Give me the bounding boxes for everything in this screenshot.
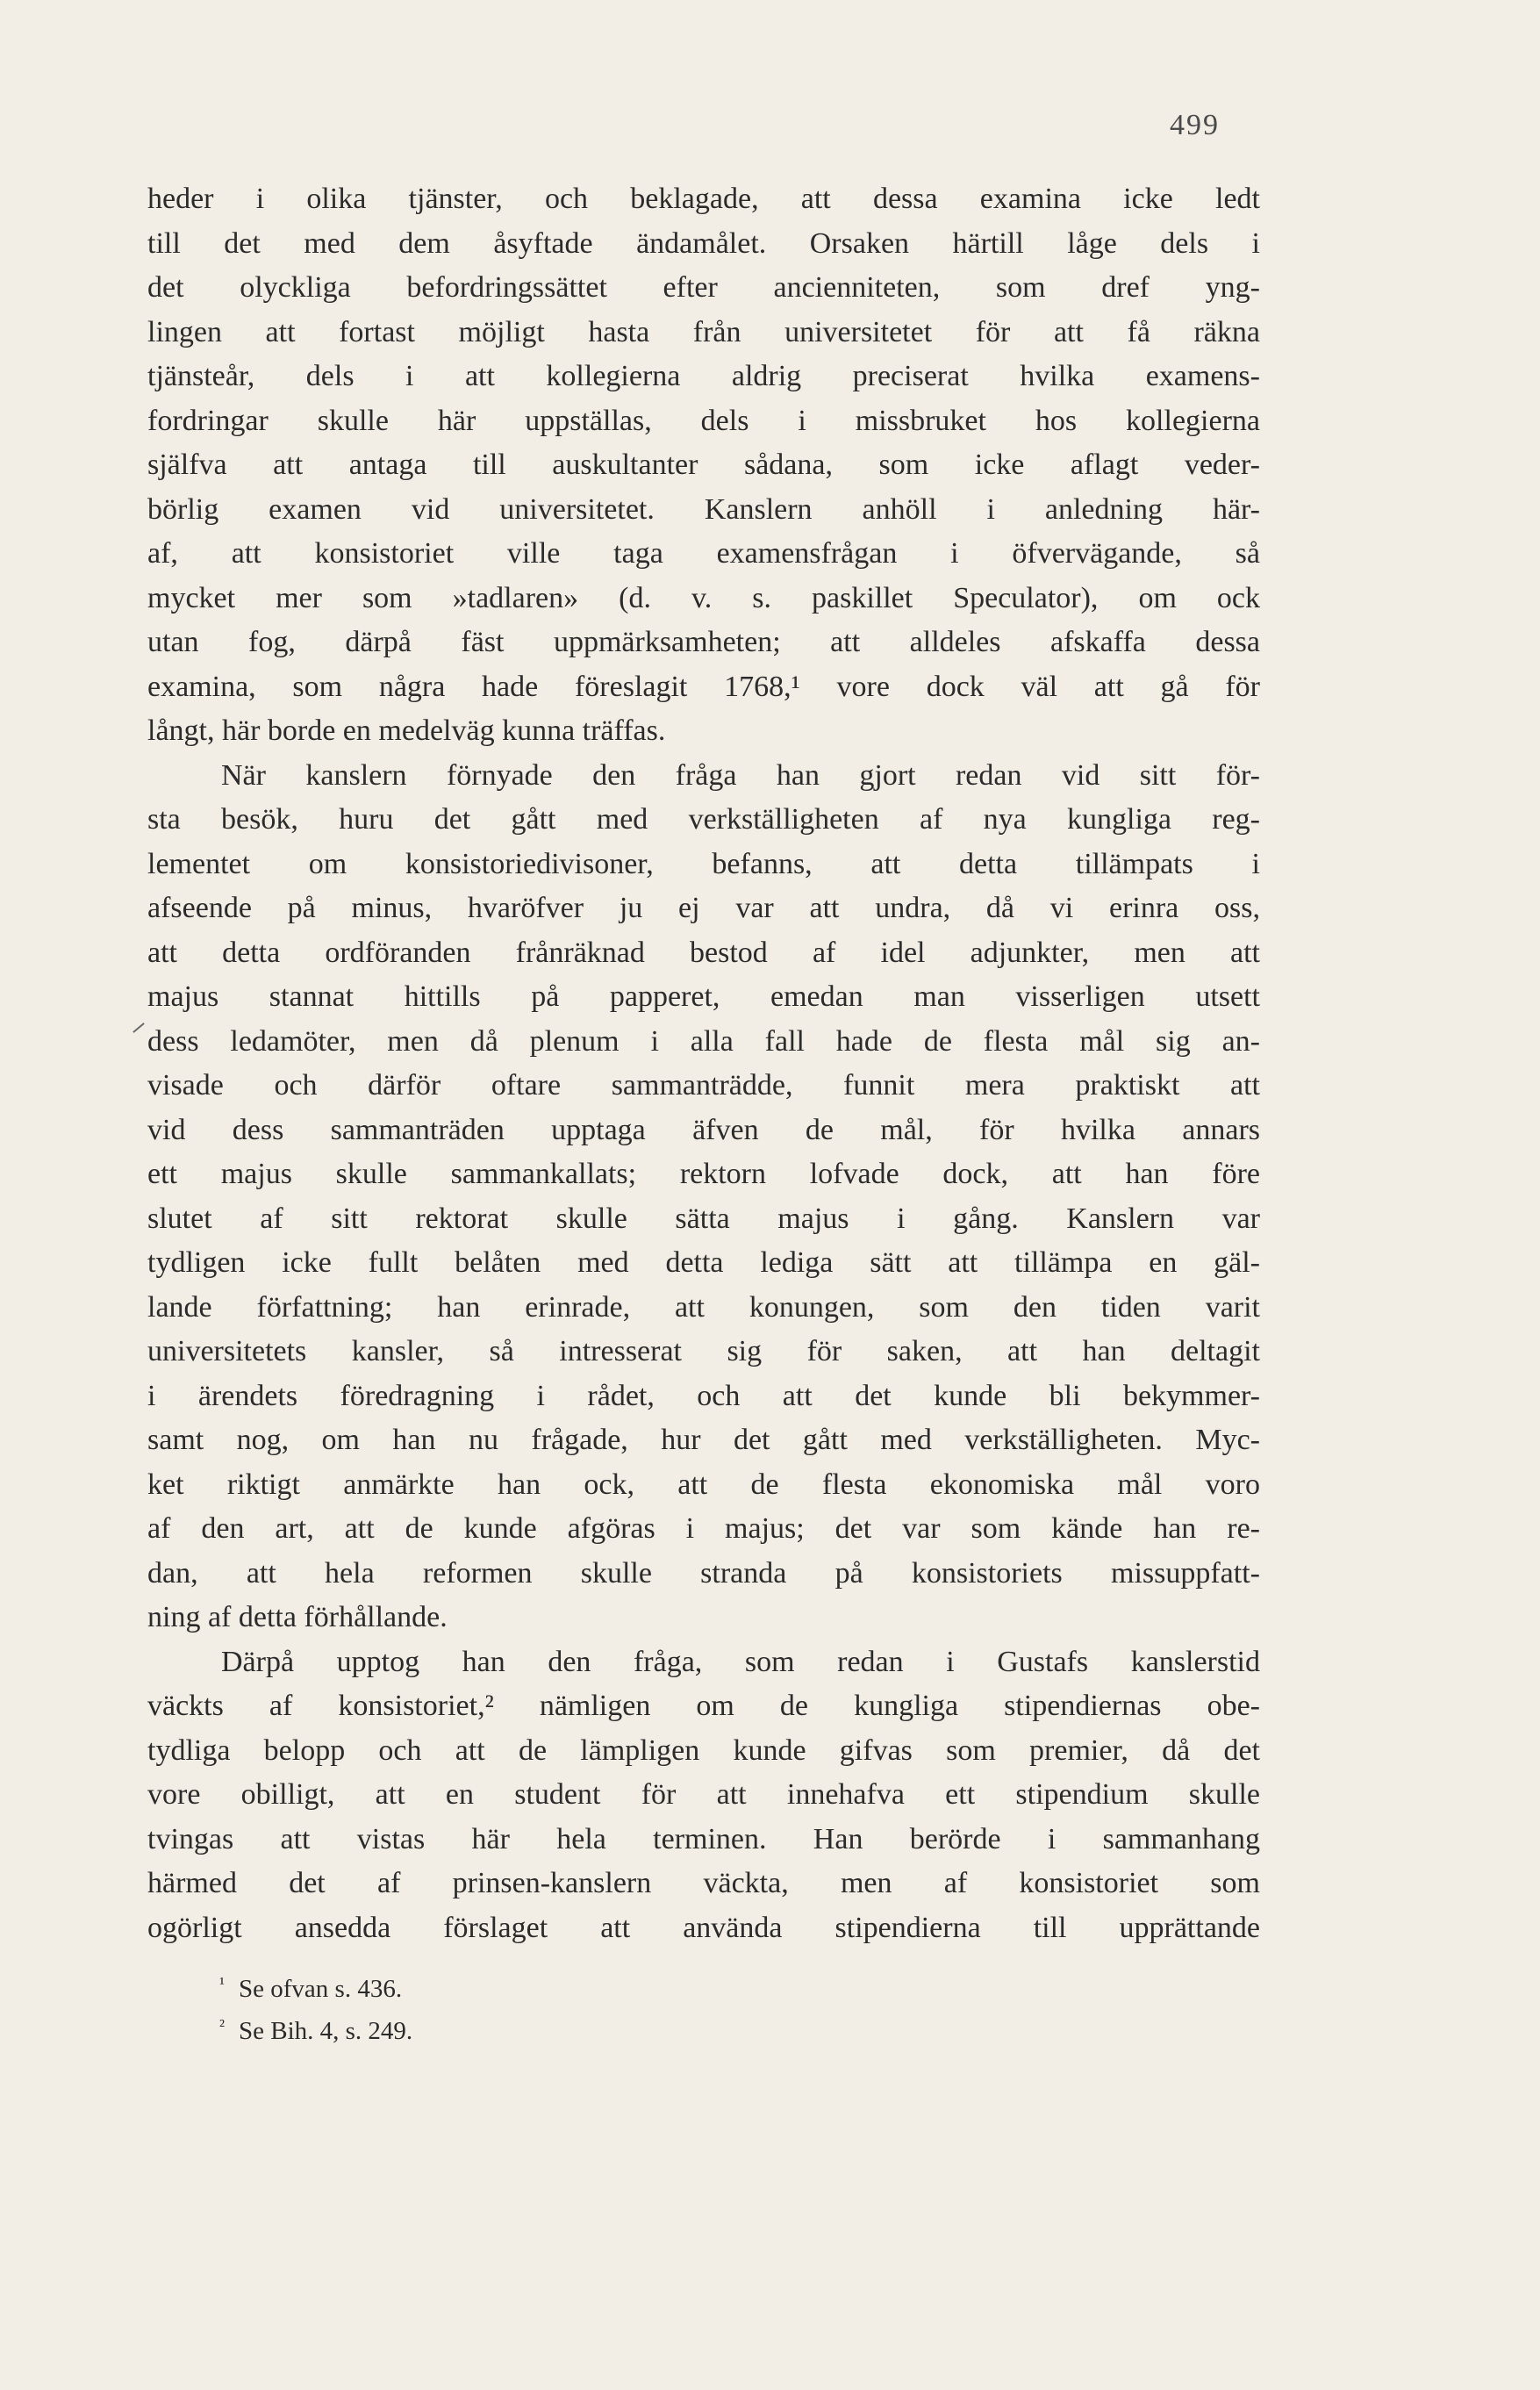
text-line: samt nog, om han nu frågade, hur det gått med verkställigheten. Myc- xyxy=(147,1424,1260,1456)
text-line: examina, som några hade föreslagit 1768,¹ vore dock väl att gå för xyxy=(147,670,1260,703)
text-line: fordringar skulle här uppställas, dels i missbruket hos kollegierna xyxy=(147,404,1260,437)
text-line: afseende på minus, hvaröfver ju ej var att undra, då vi erinra oss, xyxy=(147,892,1260,924)
text-line: slutet af sitt rektorat skulle sätta majus i gång. Kanslern var xyxy=(147,1202,1260,1235)
text-line: af, att konsistoriet ville taga examensfrågan i öfvervägande, så xyxy=(147,537,1260,570)
text-line: lande författning; han erinrade, att konungen, som den tiden varit xyxy=(147,1290,1260,1324)
text-line: sta besök, huru det gått med verkställigheten af nya kungliga reg- xyxy=(147,803,1260,836)
text-line: Därpå upptog han den fråga, som redan i Gustafs kanslerstid xyxy=(221,1645,1260,1678)
text-line: ket riktigt anmärkte han ock, att de flesta ekonomiska mål voro xyxy=(147,1468,1260,1501)
text-line: vore obilligt, att en student för att innehafva ett stipendium skulle xyxy=(147,1778,1260,1811)
text-line: majus stannat hittills på papperet, emedan man visserligen utsett xyxy=(147,980,1260,1013)
text-line: börlig examen vid universitetet. Kanslern anhöll i anledning här- xyxy=(147,492,1260,526)
text-line: När kanslern förnyade den fråga han gjort redan vid sitt för- xyxy=(221,758,1260,792)
text-line: det olyckliga befordringssättet efter ancienniteten, som dref yng- xyxy=(147,271,1260,304)
text-line: mycket mer som »tadlaren» (d. v. s. paskillet Speculator), om ock xyxy=(147,581,1260,614)
text-line: väckts af konsistoriet,² nämligen om de kungliga stipendiernas obe- xyxy=(147,1690,1260,1722)
text-line: lingen att fortast möjligt hasta från universitetet för att få räkna xyxy=(147,315,1260,348)
text-line: af den art, att de kunde afgöras i majus; det var som kände han re- xyxy=(147,1512,1260,1545)
text-line: tjänsteår, dels i att kollegierna aldrig preciserat hvilka examens- xyxy=(147,360,1260,392)
footnote-mark: ¹ xyxy=(219,1974,225,1993)
text-line: vid dess sammanträden upptaga äfven de mål, för hvilka annars xyxy=(147,1113,1260,1146)
text-line: ogörligt ansedda förslaget att använda stipendierna till upprättande xyxy=(147,1911,1260,1944)
text-line: i ärendets föredragning i rådet, och att det kunde bli bekymmer- xyxy=(147,1379,1260,1412)
text-line: lementet om konsistoriedivisoner, befanns, att detta tillämpats i xyxy=(147,847,1260,880)
footnotes xyxy=(219,1968,1185,2052)
text-line: ett majus skulle sammankallats; rektorn lofvade dock, att han före xyxy=(147,1158,1260,1190)
text-line: härmed det af prinsen-kanslern väckta, men af konsistoriet som xyxy=(147,1867,1260,1899)
page-number: 499 xyxy=(1170,109,1220,141)
footnote-text: Se Bih. 4, s. 249. xyxy=(239,2017,413,2045)
footnote xyxy=(219,1968,1185,2010)
margin-mark xyxy=(133,1023,145,1033)
text-line: dan, att hela reformen skulle stranda på konsistoriets missuppfatt- xyxy=(147,1556,1260,1590)
body-text xyxy=(147,177,1260,1950)
text-line: att detta ordföranden frånräknad bestod af idel adjunkter, men att xyxy=(147,936,1260,969)
footnote-mark: ² xyxy=(219,2016,225,2035)
text-line: tvingas att vistas här hela terminen. Han berörde i sammanhang xyxy=(147,1822,1260,1855)
footnote-text: Se ofvan s. 436. xyxy=(239,1975,403,2003)
text-line: tydligen icke fullt belåten med detta lediga sätt att tillämpa en gäl- xyxy=(147,1246,1260,1279)
text-line: ning af detta förhållande. xyxy=(147,1601,448,1633)
text-line: långt, här borde en medelväg kunna träffas. xyxy=(147,714,666,747)
text-line: dess ledamöter, men då plenum i alla fall hade de flesta mål sig an- xyxy=(147,1024,1260,1058)
text-line: tydliga belopp och att de lämpligen kunde gifvas som premier, då det xyxy=(147,1733,1260,1767)
text-line: själfva att antaga till auskultanter sådana, som icke aflagt veder- xyxy=(147,449,1260,481)
text-line: utan fog, därpå fäst uppmärksamheten; att alldeles afskaffa dessa xyxy=(147,626,1260,658)
text-line: heder i olika tjänster, och beklagade, att dessa examina icke ledt xyxy=(147,183,1260,215)
text-line: universitetets kansler, så intresserat sig för saken, att han deltagit xyxy=(147,1335,1260,1367)
footnote xyxy=(219,2010,1185,2052)
text-line: till det med dem åsyftade ändamålet. Orsaken härtill låge dels i xyxy=(147,226,1260,260)
text-line: visade och därför oftare sammanträdde, funnit mera praktiskt att xyxy=(147,1069,1260,1102)
